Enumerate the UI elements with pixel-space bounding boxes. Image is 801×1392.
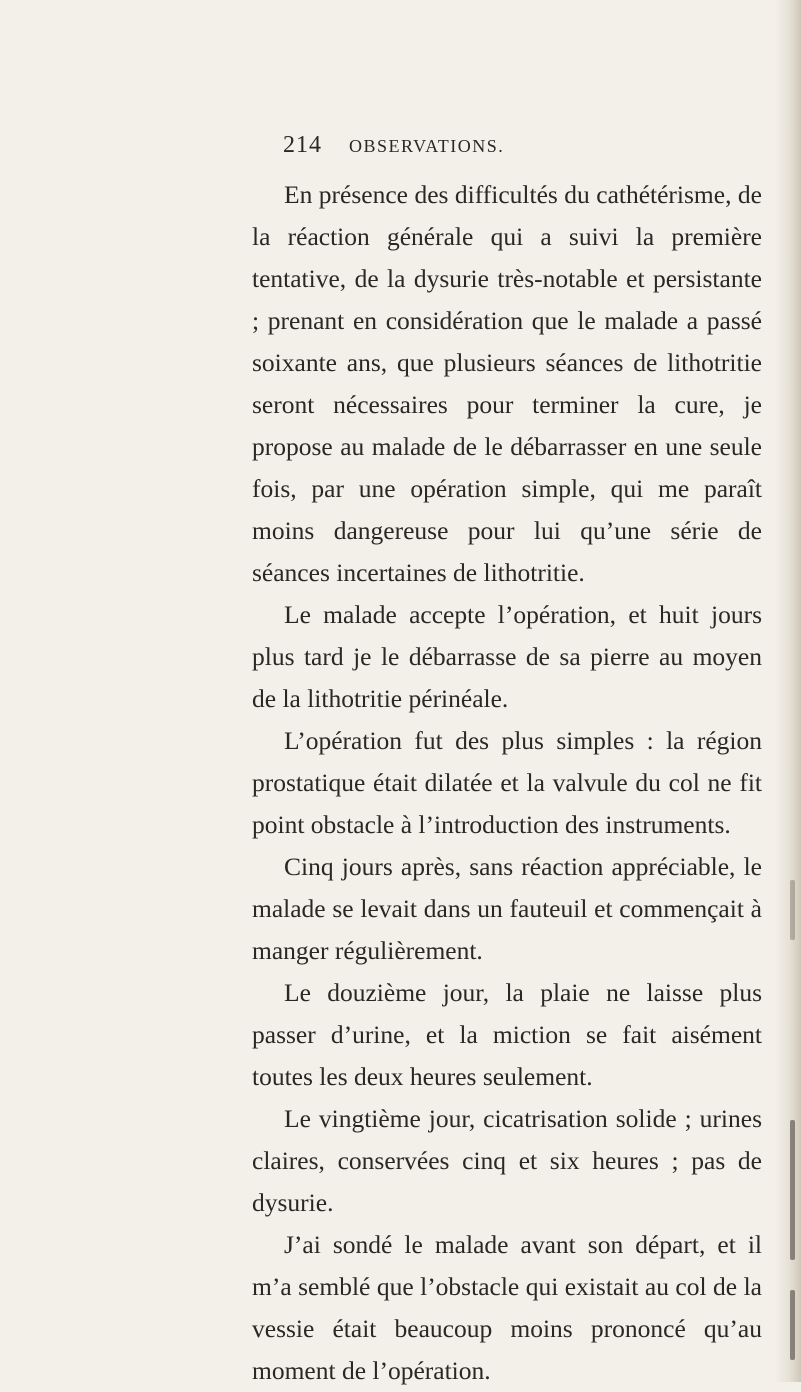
paragraph: L’opération fut des plus simples : la région prostatique était dilatée et la valvule du col ne fit point obstacle à l’introduction des instruments.	[252, 726, 762, 839]
paragraph: Le vingtième jour, cicatrisation solide ; urines claires, conservées cinq et six heures ; pas de dysurie.	[252, 1104, 762, 1217]
page-number: 214	[283, 132, 322, 158]
page-edge-shadow	[775, 0, 801, 1382]
edge-mark	[790, 880, 795, 940]
edge-mark	[790, 1120, 795, 1260]
page-header	[0, 130, 801, 170]
paragraph: En présence des difficultés du cathétérisme, de la réaction générale qui a suivi la première tentative, de la dysurie très-notable et persistante ; prenant en considération que le malade a passé soixante ans, que plusieurs séances de lithotritie seront nécessaires pour terminer la cure, je propose au malade de le débarrasser en une seule fois, par une opération simple, qui me paraît moins dangereuse pour lui qu’une série de séances incertaines de lithotritie.	[252, 180, 762, 587]
paragraph: Le malade accepte l’opération, et huit jours plus tard je le débarrasse de sa pierre au moyen de la lithotritie périnéale.	[252, 600, 762, 713]
paragraph: J’ai sondé le malade avant son départ, et il m’a semblé que l’obstacle qui existait au col de la vessie était beaucoup moins prononcé qu’au moment de l’opération.	[252, 1230, 762, 1385]
paragraph: Cinq jours après, sans réaction appréciable, le malade se levait dans un fauteuil et commençait à manger régulièrement.	[252, 852, 762, 965]
paragraph: Le douzième jour, la plaie ne laisse plus passer d’urine, et la miction se fait aisément toutes les deux heures seulement.	[252, 978, 762, 1091]
running-head: OBSERVATIONS.	[349, 136, 505, 156]
edge-mark	[790, 1290, 795, 1360]
body-text	[252, 174, 762, 1392]
